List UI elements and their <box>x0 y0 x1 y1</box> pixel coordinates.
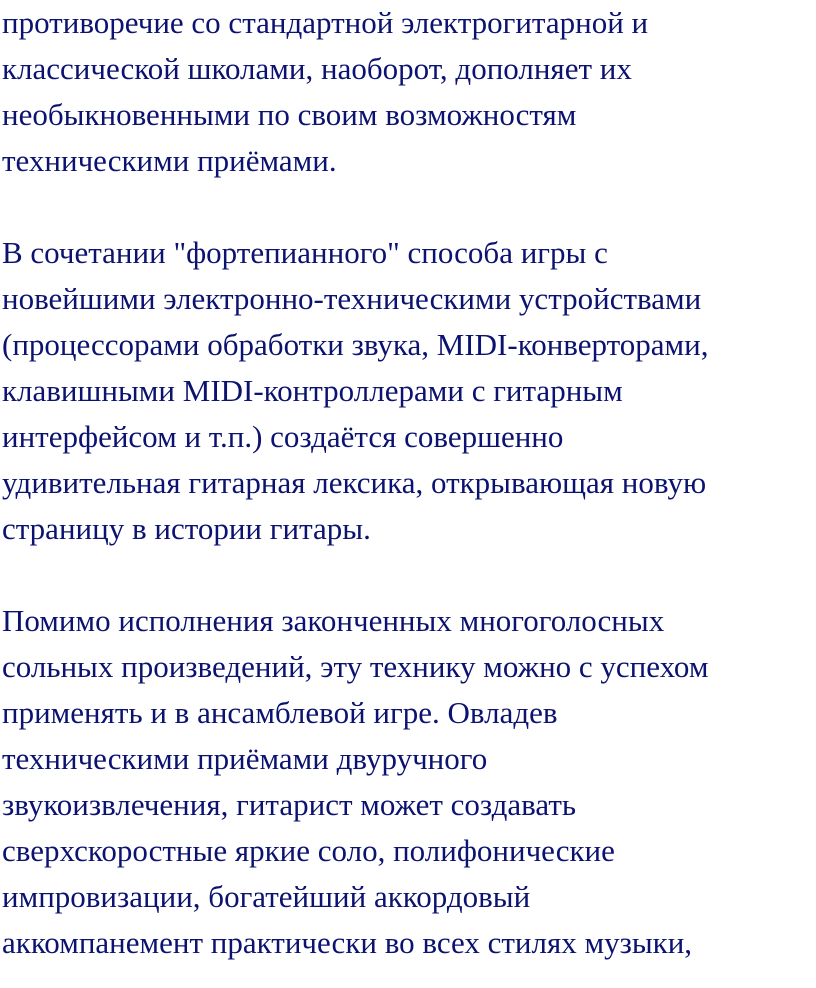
text-line: классической школами, наоборот, дополняет их <box>2 51 632 86</box>
text-line: противоречие со стандартной электрогитарной и <box>2 5 649 40</box>
paragraph-2 <box>2 230 814 552</box>
text-line: новейшими электронно-техническими устройствами <box>2 281 702 316</box>
text-line: применять и в ансамблевой игре. Овладев <box>2 695 558 730</box>
document-text <box>2 0 814 966</box>
text-line: Помимо исполнения законченных многоголосных <box>2 603 665 638</box>
text-line: интерфейсом и т.п.) создаётся совершенно <box>2 419 564 454</box>
text-line: необыкновенными по своим возможностям <box>2 97 577 132</box>
text-line: сольных произведений, эту технику можно с успехом <box>2 649 709 684</box>
text-line: импровизации, богатейший аккордовый <box>2 879 531 914</box>
text-line: звукоизвлечения, гитарист может создавать <box>2 787 577 822</box>
text-line: В сочетании "фортепианного" способа игры с <box>2 235 608 270</box>
paragraph-gap <box>2 552 814 598</box>
text-line: техническими приёмами двуручного <box>2 741 488 776</box>
text-line: аккомпанемент практически во всех стилях музыки, <box>2 925 693 960</box>
text-line: техническими приёмами. <box>2 143 337 178</box>
text-line: (процессорами обработки звука, MIDI-конверторами, <box>2 327 709 362</box>
text-line: клавишными MIDI-контроллерами с гитарным <box>2 373 623 408</box>
paragraph-3 <box>2 598 814 966</box>
text-line: страницу в истории гитары. <box>2 511 371 546</box>
paragraph-1 <box>2 0 814 184</box>
text-line: удивительная гитарная лексика, открывающая новую <box>2 465 707 500</box>
paragraph-gap <box>2 184 814 230</box>
text-line: сверхскоростные яркие соло, полифонические <box>2 833 615 868</box>
